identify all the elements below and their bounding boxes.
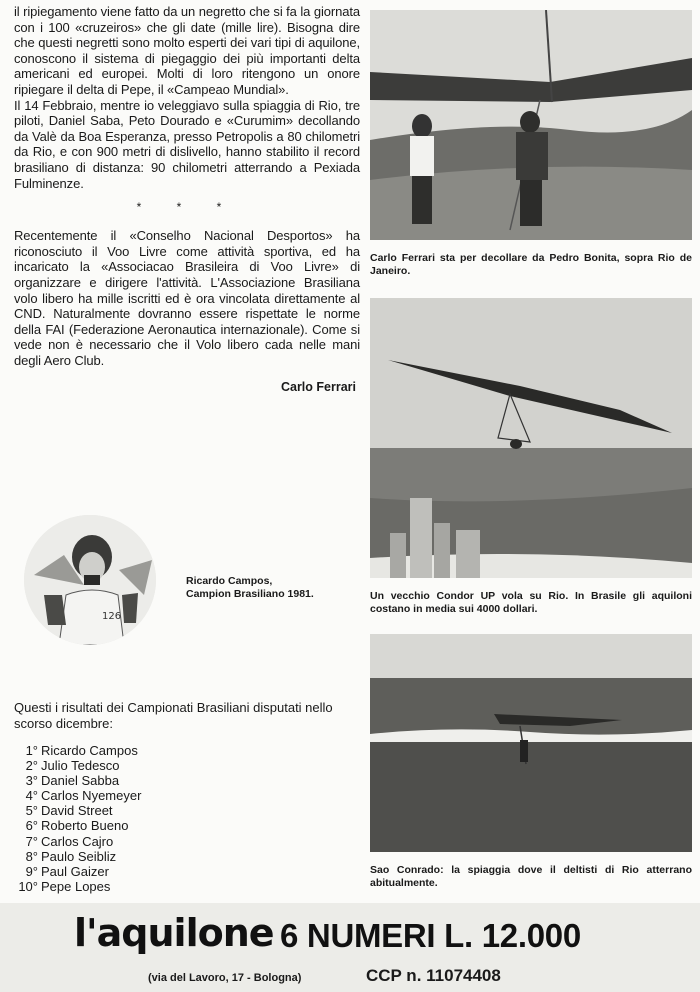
subscription-offer: 6 NUMERI L. 12.000 (280, 917, 581, 954)
article-paragraph: Recentemente il «Conselho Nacional Desportos» ha riconosciuto il Voo Livre come attività sportiva, ed ha incaricato la «Associacao Brasileira di Voo Livre» di organizzare e dirigere l'attività. L'Associazione Brasiliana volo libero ha mille iscritti ed è ora vincolata direttamente al CND. Naturalmente dovranno essere rispettate le norme della FAI (Federazione Aeronautica internazionale). Come si vede non è necessario che il Volo libero cada nelle mani degli Aero Club. (14, 228, 360, 368)
list-item (14, 864, 314, 879)
list-item (14, 834, 314, 849)
pilot-name: Ricardo Campos (41, 743, 138, 758)
rank: 5° (25, 803, 38, 819)
pilot-name: Carlos Cajro (41, 833, 114, 849)
photo-beach (370, 634, 692, 852)
takeoff-image (370, 10, 692, 240)
list-item (14, 803, 314, 818)
results-intro: Questi i risultati dei Campionati Brasiliani disputati nello scorso dicembre: (14, 700, 333, 731)
beach-image (370, 634, 692, 852)
rank: 3° (25, 773, 38, 789)
rank: 2° (25, 758, 38, 774)
pilot-name: Paul Gaizer (41, 863, 109, 879)
list-item (14, 758, 314, 773)
list-item (14, 788, 314, 803)
pilot-name: Julio Tedesco (41, 758, 120, 774)
list-item (14, 773, 314, 788)
rank: 4° (25, 788, 38, 804)
list-item (14, 743, 314, 758)
rank: 8° (25, 848, 38, 864)
photo-column (370, 10, 692, 890)
publisher-address: (via del Lavoro, 17 - Bologna) (148, 972, 302, 984)
portrait-photo (24, 515, 156, 645)
portrait-image (24, 515, 156, 645)
list-item (14, 879, 314, 894)
rank: 6° (25, 818, 38, 834)
pilot-name: Daniel Sabba (41, 773, 120, 789)
pilot-name: Paulo Seibliz (41, 848, 117, 864)
photo-condor (370, 298, 692, 578)
photo-caption: Carlo Ferrari sta per decollare da Pedro Bonita, sopra Rio de Janeiro. (370, 252, 692, 277)
results-list (14, 743, 314, 894)
subscription-ad (0, 903, 700, 992)
article-paragraph: il ripiegamento viene fatto da un negretto che si fa la giornata con i 100 «cruzeiros» che gli date (mille lire). Bisogna dire che questi negretti sono molto esperti dei vari tipi di aquilone, conoscono il sistema di piegaggio dei più importanti delta americani ed europei. Molti di loro ritengono un onore ripiegare il delta di Pepe, il «Campeao Mundial». (14, 4, 360, 97)
pilot-name: Roberto Bueno (41, 818, 129, 834)
photo-caption: Un vecchio Condor UP vola su Rio. In Brasile gli aquiloni costano in media sui 4000 dollari. (370, 590, 692, 615)
rank: 10° (18, 878, 38, 894)
article-paragraph: Il 14 Febbraio, mentre io veleggiavo sulla spiaggia di Rio, tre piloti, Daniel Saba, Peto Dourado e «Curumim» decollando da Valè da Boa Esperanza, presso Petropolis a 80 chilometri da Rio, e con 900 metri di dislivello, hanno stabilito il record brasiliano di distanza: 90 chilometri atterrando a Pexiada Fulminenze. (14, 97, 360, 191)
rank: 9° (25, 863, 38, 879)
photo-takeoff (370, 10, 692, 240)
author-signature: Carlo Ferrari (280, 380, 356, 395)
portrait-caption: Ricardo Campos, Campion Brasiliano 1981. (186, 575, 314, 600)
section-separator: * * * (136, 200, 238, 215)
postal-account: CCP n. 11074408 (366, 966, 501, 985)
condor-image (370, 298, 692, 578)
rank: 1° (25, 743, 38, 758)
list-item (14, 818, 314, 833)
svg-text:126: 126 (102, 611, 122, 622)
article-column (14, 4, 360, 394)
pilot-name: Pepe Lopes (41, 878, 111, 894)
rank: 7° (25, 833, 38, 849)
pilot-name: David Street (41, 803, 113, 819)
magazine-logo: l'aquilone (74, 911, 274, 955)
list-item (14, 849, 314, 864)
photo-caption: Sao Conrado: la spiaggia dove il deltisti di Rio atterrano abitualmente. (370, 864, 692, 889)
pilot-name: Carlos Nyemeyer (41, 788, 142, 804)
